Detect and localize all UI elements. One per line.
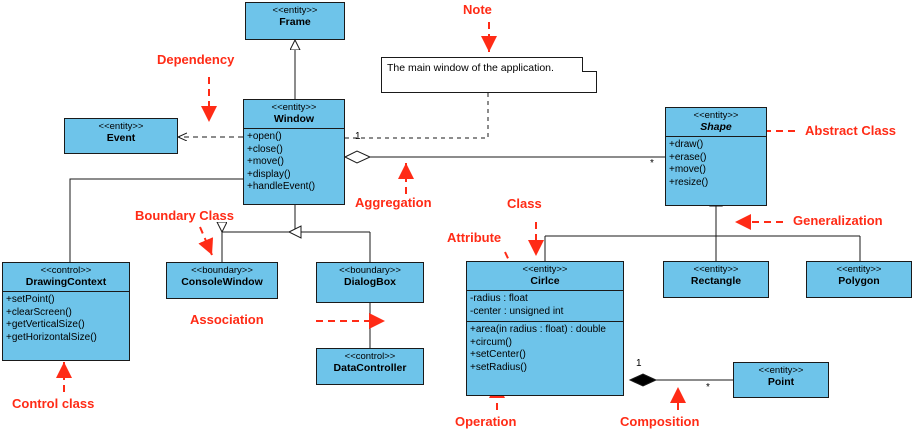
- operation-item: +open(): [247, 131, 282, 142]
- class-circle-stereotype: <<entity>>: [522, 264, 568, 275]
- class-shape-operations: [666, 136, 766, 192]
- class-window-operations: [244, 128, 344, 197]
- operation-item: +move(): [669, 164, 706, 175]
- operation-item: +setCenter(): [470, 349, 526, 360]
- class-circle-header: [467, 262, 623, 290]
- note-text: The main window of the application.: [387, 62, 554, 74]
- operation-item: +getHorizontalSize(): [6, 331, 97, 343]
- class-dialogbox-header: [317, 263, 423, 291]
- operation-item: +close(): [247, 143, 283, 155]
- class-consolewindow-stereotype: <<boundary>>: [191, 265, 253, 276]
- class-frame-stereotype: <<entity>>: [272, 5, 318, 16]
- class-circle-attributes: [467, 290, 623, 321]
- operation-item: +setPoint(): [6, 294, 55, 305]
- multiplicity-point-composition: *: [706, 382, 710, 393]
- annotation-attribute: Attribute: [447, 230, 502, 245]
- note-box[interactable]: [381, 57, 597, 93]
- class-window-stereotype: <<entity>>: [271, 102, 317, 113]
- annotation-note: Note: [463, 2, 492, 17]
- annotation-boundary-class: Boundary Class: [135, 208, 234, 223]
- multiplicity-shape-aggregation: *: [650, 158, 654, 169]
- class-datacontroller-header: [317, 349, 423, 377]
- operation-item: +area(in radius : float) : double: [470, 324, 606, 335]
- multiplicity-circle-composition: 1: [636, 358, 642, 369]
- operation-item: +clearScreen(): [6, 306, 72, 318]
- operation-item: +handleEvent(): [247, 181, 316, 192]
- annotation-composition: Composition: [620, 414, 700, 429]
- class-rectangle-stereotype: <<entity>>: [693, 264, 739, 275]
- class-circle-operations: [467, 321, 623, 377]
- multiplicity-window-aggregation: 1: [355, 131, 361, 142]
- attribute-item: -radius : float: [470, 293, 528, 304]
- operation-item: +draw(): [669, 139, 704, 150]
- class-drawingcontext-stereotype: <<control>>: [40, 265, 92, 276]
- class-drawingcontext-operations: [3, 291, 129, 347]
- operation-item: +circum(): [470, 336, 512, 348]
- class-circle-name: Cirlce: [530, 274, 560, 287]
- annotation-dependency: Dependency: [157, 52, 235, 67]
- class-dialogbox-name: DialogBox: [344, 275, 396, 288]
- class-rectangle[interactable]: [663, 261, 769, 298]
- class-dialogbox[interactable]: [316, 262, 424, 303]
- class-polygon[interactable]: [806, 261, 912, 298]
- class-datacontroller-name: DataController: [333, 361, 407, 374]
- class-circle[interactable]: [466, 261, 624, 396]
- class-datacontroller-stereotype: <<control>>: [344, 351, 396, 362]
- class-polygon-name: Polygon: [838, 274, 880, 287]
- operation-item: +erase(): [669, 151, 707, 163]
- class-consolewindow-header: [167, 263, 277, 291]
- class-drawingcontext[interactable]: [2, 262, 130, 361]
- class-dialogbox-stereotype: <<boundary>>: [339, 265, 401, 276]
- class-consolewindow-name: ConsoleWindow: [181, 275, 263, 288]
- class-shape[interactable]: [665, 107, 767, 206]
- annotation-operation: Operation: [455, 414, 517, 429]
- class-polygon-header: [807, 262, 911, 290]
- class-drawingcontext-name: DrawingContext: [25, 275, 107, 288]
- class-event[interactable]: [64, 118, 178, 154]
- class-datacontroller[interactable]: [316, 348, 424, 385]
- class-window[interactable]: [243, 99, 345, 205]
- annotation-control-class: Control class: [12, 396, 95, 411]
- class-point-stereotype: <<entity>>: [758, 365, 804, 376]
- operation-item: +move(): [247, 156, 284, 167]
- class-event-stereotype: <<entity>>: [98, 121, 144, 132]
- annotation-generalization: Generalization: [793, 213, 883, 228]
- class-frame-name: Frame: [279, 15, 311, 28]
- class-shape-header: [666, 108, 766, 136]
- class-point[interactable]: [733, 362, 829, 398]
- class-event-name: Event: [106, 131, 136, 144]
- class-event-header: [65, 119, 177, 147]
- operation-item: +getVerticalSize(): [6, 319, 85, 330]
- class-frame[interactable]: [245, 2, 345, 40]
- annotation-abstract-class: Abstract Class: [805, 123, 897, 138]
- annotation-association: Association: [190, 312, 264, 327]
- class-point-name: Point: [767, 375, 795, 388]
- class-frame-header: [246, 3, 344, 31]
- operation-item: +display(): [247, 168, 291, 180]
- note-fold-corner: [582, 57, 597, 72]
- class-rectangle-header: [664, 262, 768, 290]
- annotation-class: Class: [507, 196, 542, 211]
- annotation-aggregation: Aggregation: [355, 195, 432, 210]
- operation-item: +resize(): [669, 176, 709, 188]
- class-consolewindow[interactable]: [166, 262, 278, 299]
- operation-item: +setRadius(): [470, 361, 527, 373]
- class-window-name: Window: [273, 112, 315, 125]
- class-rectangle-name: Rectangle: [690, 274, 742, 287]
- class-shape-name: Shape: [700, 120, 732, 133]
- attribute-item: -center : unsigned int: [470, 305, 564, 317]
- class-point-header: [734, 363, 828, 391]
- class-polygon-stereotype: <<entity>>: [836, 264, 882, 275]
- class-shape-stereotype: <<entity>>: [693, 110, 739, 121]
- class-window-header: [244, 100, 344, 128]
- class-drawingcontext-header: [3, 263, 129, 291]
